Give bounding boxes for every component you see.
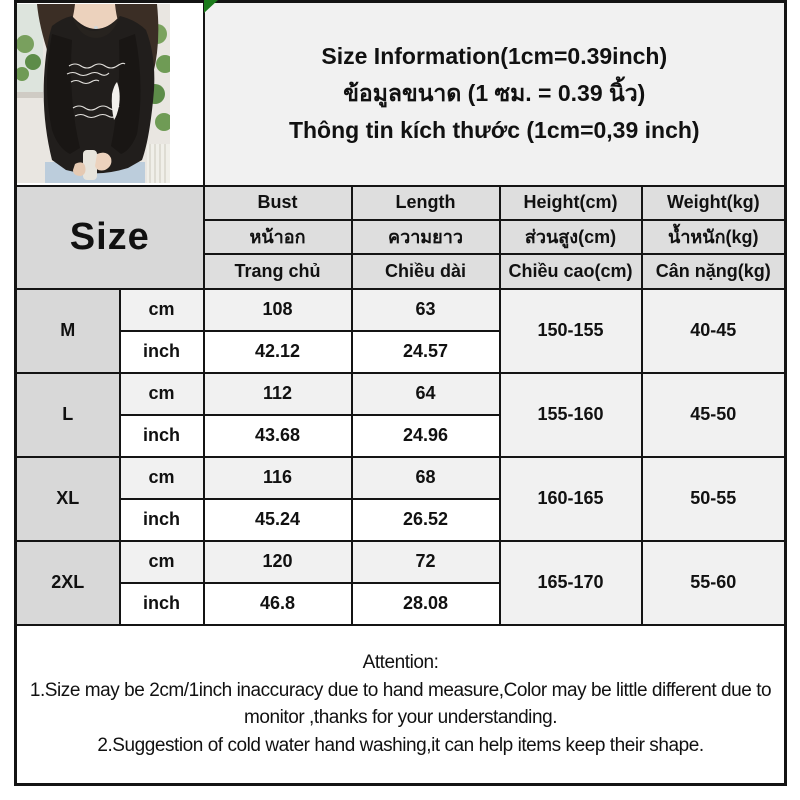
col-header-bust-en: Bust [204,186,352,220]
m-length-cm: 63 [352,289,500,331]
col-header-length-en: Length [352,186,500,220]
table-row [16,541,786,583]
size-column-header: Size [16,186,204,289]
2xl-length-cm: 72 [352,541,500,583]
title-vietnamese: Thông tin kích thước (1cm=0,39 inch) [288,117,700,144]
table-row [16,373,786,415]
col-header-weight-en: Weight(kg) [642,186,786,220]
size-information-table [14,0,787,786]
col-header-weight-vi: Cân nặng(kg) [642,254,786,289]
attention-note [16,625,786,785]
attention-line-1: 1.Size may be 2cm/1inch inaccuracy due to hand measure,Color may be little different due to monitor ,thanks for your understanding. [29,679,772,729]
l-height-range: 155-160 [500,373,642,457]
m-length-inch: 24.57 [352,331,500,373]
unit-label-cm: cm [120,541,204,583]
xl-height-range: 160-165 [500,457,642,541]
col-header-height-en: Height(cm) [500,186,642,220]
size-m-label: M [16,289,120,373]
unit-label-cm: cm [120,289,204,331]
xl-length-cm: 68 [352,457,500,499]
m-bust-inch: 42.12 [204,331,352,373]
xl-length-inch: 26.52 [352,499,500,541]
col-header-bust-th: หน้าอก [204,220,352,254]
col-header-length-th: ความยาว [352,220,500,254]
l-bust-inch: 43.68 [204,415,352,457]
size-xl-label: XL [16,457,120,541]
m-bust-cm: 108 [204,289,352,331]
m-height-range: 150-155 [500,289,642,373]
2xl-height-range: 165-170 [500,541,642,625]
size-l-label: L [16,373,120,457]
2xl-weight-range: 55-60 [642,541,786,625]
product-photo-illustration [17,4,170,183]
2xl-length-inch: 28.08 [352,583,500,625]
col-header-weight-th: น้ำหนัก(kg) [642,220,786,254]
col-header-bust-vi: Trang chủ [204,254,352,289]
unit-label-cm: cm [120,457,204,499]
title-thai: ข้อมูลขนาด (1 ซม. = 0.39 นิ้ว) [343,80,646,107]
l-length-inch: 24.96 [352,415,500,457]
col-header-height-vi: Chiều cao(cm) [500,254,642,289]
l-length-cm: 64 [352,373,500,415]
xl-weight-range: 50-55 [642,457,786,541]
size-information-title [204,2,786,186]
green-corner-accent [204,0,218,13]
unit-label-inch: inch [120,331,204,373]
xl-bust-inch: 45.24 [204,499,352,541]
table-row [16,289,786,331]
col-header-height-th: ส่วนสูง(cm) [500,220,642,254]
unit-label-inch: inch [120,583,204,625]
product-photo [16,2,204,186]
title-english: Size Information(1cm=0.39inch) [321,43,668,70]
unit-label-inch: inch [120,499,204,541]
attention-heading: Attention: [362,652,439,674]
m-weight-range: 40-45 [642,289,786,373]
size-2xl-label: 2XL [16,541,120,625]
2xl-bust-inch: 46.8 [204,583,352,625]
attention-line-2: 2.Suggestion of cold water hand washing,it can help items keep their shape. [97,734,704,756]
unit-label-cm: cm [120,373,204,415]
col-header-length-vi: Chiều dài [352,254,500,289]
unit-label-inch: inch [120,415,204,457]
size-chart-sheet [14,0,786,786]
xl-bust-cm: 116 [204,457,352,499]
l-weight-range: 45-50 [642,373,786,457]
2xl-bust-cm: 120 [204,541,352,583]
l-bust-cm: 112 [204,373,352,415]
table-row [16,457,786,499]
